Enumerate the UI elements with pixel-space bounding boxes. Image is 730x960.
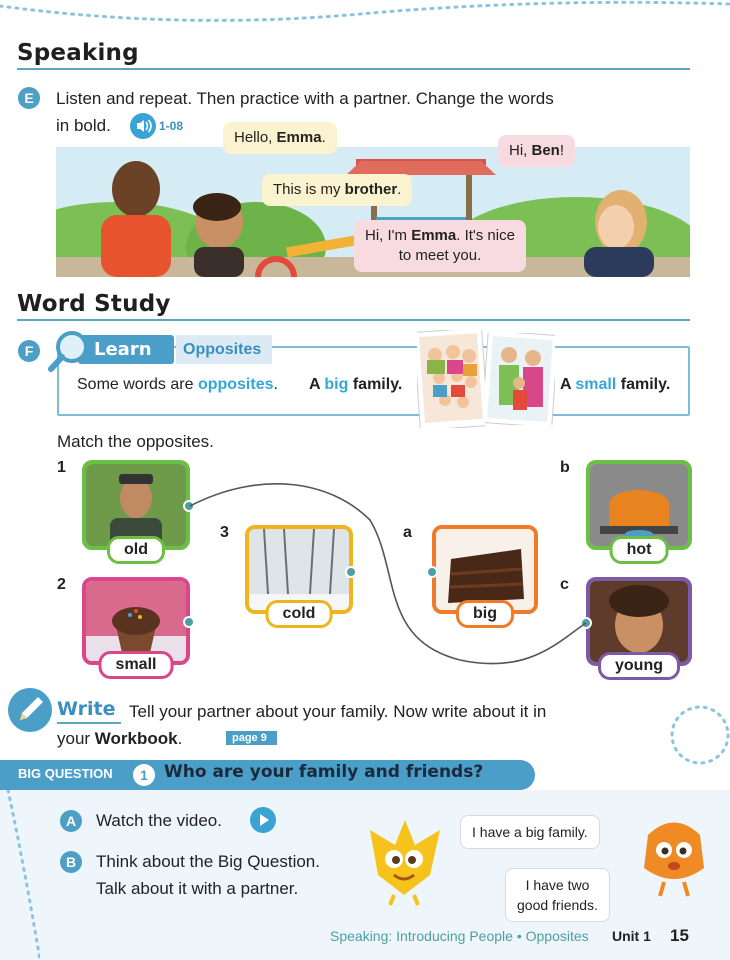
highlight-word: small <box>575 376 617 393</box>
learn-tab-label: Learn <box>78 335 174 364</box>
learn-text: Some words are <box>77 376 198 393</box>
page-number: 15 <box>670 926 689 945</box>
step-letter-a: A <box>60 810 82 832</box>
think-line1: Think about the Big Question. <box>96 852 320 871</box>
learn-text: family. <box>348 376 403 393</box>
write-text: your <box>57 729 95 748</box>
match-letter-c: c <box>560 576 569 593</box>
write-instruction-line2 <box>57 725 182 752</box>
decorative-dots-left <box>0 790 40 960</box>
big-question-number: 1 <box>133 764 155 786</box>
write-text: . <box>177 729 183 748</box>
footer-topic-text: Speaking: Introducing People <box>330 928 513 944</box>
pencil-icon <box>8 688 52 732</box>
footer-subtopic: Opposites <box>525 928 589 944</box>
page-reference-tag[interactable]: page 9 <box>226 731 277 745</box>
highlight-word: opposites <box>197 376 274 393</box>
bubble-text: . It's nice <box>456 227 515 244</box>
write-underline <box>57 722 121 724</box>
word-hot: hot <box>610 536 669 564</box>
bubble-text: to meet you. <box>398 247 482 264</box>
bubble-text: . <box>397 181 402 198</box>
step-letter-b: B <box>60 851 82 873</box>
workbook-word: Workbook <box>94 729 178 748</box>
match-number-1: 1 <box>57 459 66 476</box>
word-small: small <box>99 651 174 679</box>
bubble-text: good friends. <box>517 897 598 913</box>
play-icon <box>250 807 276 833</box>
bubble-text: Hi, <box>509 142 532 159</box>
speaking-instruction-line2: in bold. <box>56 116 111 135</box>
word-young: young <box>598 652 680 680</box>
audio-track-number: 1-08 <box>159 119 184 133</box>
learn-text: family. <box>616 376 671 393</box>
match-number-3: 3 <box>220 524 229 541</box>
word-old: old <box>107 536 165 564</box>
bubble-text: . <box>321 129 326 146</box>
bubble-bold-word: Emma <box>276 129 322 146</box>
bubble-text: This is my <box>273 181 345 198</box>
write-label: Write <box>57 698 116 720</box>
match-letter-b: b <box>560 459 570 476</box>
speaking-instruction-line1: Listen and repeat. Then practice with a partner. Change the words <box>56 89 554 108</box>
section-title-word-study: Word Study <box>17 291 171 317</box>
footer-unit: Unit 1 <box>612 928 651 944</box>
watch-video-text: Watch the video. <box>96 811 222 830</box>
think-line2: Talk about it with a partner. <box>96 879 299 898</box>
orange-mascot <box>638 810 710 898</box>
learn-topic-label: Opposites <box>176 335 272 364</box>
item-letter-e: E <box>18 87 40 109</box>
item-letter-f: F <box>18 340 40 362</box>
footer-topic <box>330 928 589 944</box>
section-title-speaking: Speaking <box>17 40 139 66</box>
learn-text: A <box>309 376 325 393</box>
word-cold: cold <box>266 600 333 628</box>
bubble-text: ! <box>559 142 565 159</box>
match-number-2: 2 <box>57 576 66 593</box>
big-question-label: BIG QUESTION <box>18 766 113 781</box>
match-letter-a: a <box>403 524 412 541</box>
bubble-text: Hello, <box>234 129 277 146</box>
highlight-word: big <box>324 376 349 393</box>
decorative-dots-right <box>650 700 730 780</box>
bubble-bold-word: Emma <box>411 227 457 244</box>
big-question-text: Who are your family and friends? <box>164 762 484 782</box>
mascot-bubble-two-friends <box>505 868 610 922</box>
play-video-button[interactable] <box>250 807 276 833</box>
mascot-bubble-big-family: I have a big family. <box>460 815 600 849</box>
footer-separator: • <box>516 928 522 944</box>
yellow-mascot <box>360 815 448 907</box>
bubble-bold-word: Ben <box>531 142 560 159</box>
learn-text: A <box>560 376 576 393</box>
bubble-text: I have two <box>525 877 590 893</box>
write-instruction-line1: Tell your partner about your family. Now write about it in <box>129 702 547 721</box>
word-big: big <box>456 600 514 628</box>
match-instruction: Match the opposites. <box>57 432 214 451</box>
bubble-text: Hi, I'm <box>365 227 412 244</box>
bubble-bold-word: brother <box>344 181 398 198</box>
learn-text: . <box>273 376 278 393</box>
